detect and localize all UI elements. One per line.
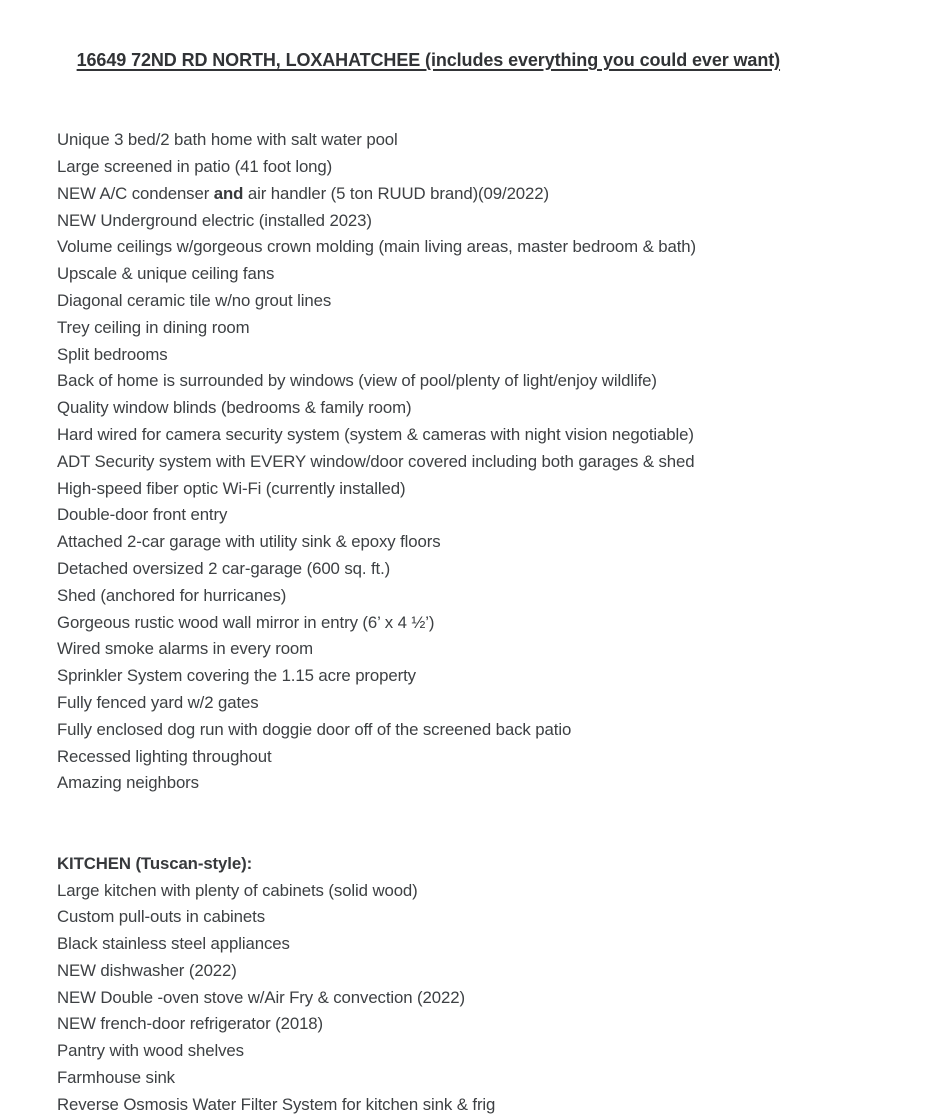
feature-line: NEW Underground electric (installed 2023): [57, 210, 372, 230]
feature-line: Attached 2-car garage with utility sink & epoxy floors: [57, 532, 441, 552]
feature-line: Large screened in patio (41 foot long): [57, 156, 333, 176]
kitchen-item-line: Farmhouse sink: [57, 1068, 175, 1088]
kitchen-item-line: Pantry with wood shelves: [57, 1041, 244, 1061]
feature-line: Sprinkler System covering the 1.15 acre property: [57, 666, 416, 686]
kitchen-item-line: Large kitchen with plenty of cabinets (solid wood): [57, 880, 418, 900]
feature-line: Back of home is surrounded by windows (view of pool/plenty of light/enjoy wildlife): [57, 371, 657, 391]
blank-line: [57, 824, 901, 851]
feature-line: Hard wired for camera security system (system & cameras with night vision negotiable): [57, 424, 694, 444]
document-title-line: [57, 20, 901, 100]
feature-line: Upscale & unique ceiling fans: [57, 264, 275, 284]
blank-line: [57, 797, 901, 824]
feature-line: Unique 3 bed/2 bath home with salt water pool: [57, 130, 398, 150]
kitchen-item-line: NEW french-door refrigerator (2018): [57, 1014, 324, 1034]
feature-line-ac: [57, 181, 901, 208]
feature-line: Diagonal ceramic tile w/no grout lines: [57, 290, 332, 310]
feature-line: Shed (anchored for hurricanes): [57, 585, 287, 605]
kitchen-item-line: NEW Double -oven stove w/Air Fry & convection (2022): [57, 987, 465, 1007]
feature-line: Fully enclosed dog run with doggie door off of the screened back patio: [57, 719, 572, 739]
ac-line-suffix: air handler (5 ton RUUD brand)(09/2022): [243, 183, 549, 203]
feature-line: High-speed fiber optic Wi-Fi (currently installed): [57, 478, 406, 498]
feature-line: Quality window blinds (bedrooms & family room): [57, 398, 412, 418]
feature-line: Double-door front entry: [57, 505, 228, 525]
kitchen-item-line: Black stainless steel appliances: [57, 934, 290, 954]
ac-line-prefix: NEW A/C condenser: [57, 183, 214, 203]
feature-line: Volume ceilings w/gorgeous crown molding (main living areas, master bedroom & bath): [57, 237, 697, 257]
feature-line: Recessed lighting throughout: [57, 746, 272, 766]
ac-line-bold-and: and: [213, 183, 244, 203]
feature-line: Wired smoke alarms in every room: [57, 639, 314, 659]
kitchen-section-heading: KITCHEN (Tuscan-style):: [57, 853, 253, 873]
feature-line: Amazing neighbors: [57, 773, 199, 793]
blank-line: [57, 100, 901, 127]
kitchen-item-line: Reverse Osmosis Water Filter System for kitchen sink & frig: [57, 1094, 496, 1114]
document-title: 16649 72ND RD NORTH, LOXAHATCHEE (includes everything you could ever want): [76, 49, 781, 70]
feature-line: Trey ceiling in dining room: [57, 317, 250, 337]
feature-line: Gorgeous rustic wood wall mirror in entry (6’ x 4 ½’): [57, 612, 435, 632]
feature-line: Detached oversized 2 car-garage (600 sq. ft.): [57, 558, 391, 578]
kitchen-item-line: NEW dishwasher (2022): [57, 960, 237, 980]
feature-line: Fully fenced yard w/2 gates: [57, 692, 259, 712]
feature-line: ADT Security system with EVERY window/door covered including both garages & shed: [57, 451, 695, 471]
feature-line: Split bedrooms: [57, 344, 168, 364]
kitchen-item-line: Custom pull-outs in cabinets: [57, 907, 265, 927]
